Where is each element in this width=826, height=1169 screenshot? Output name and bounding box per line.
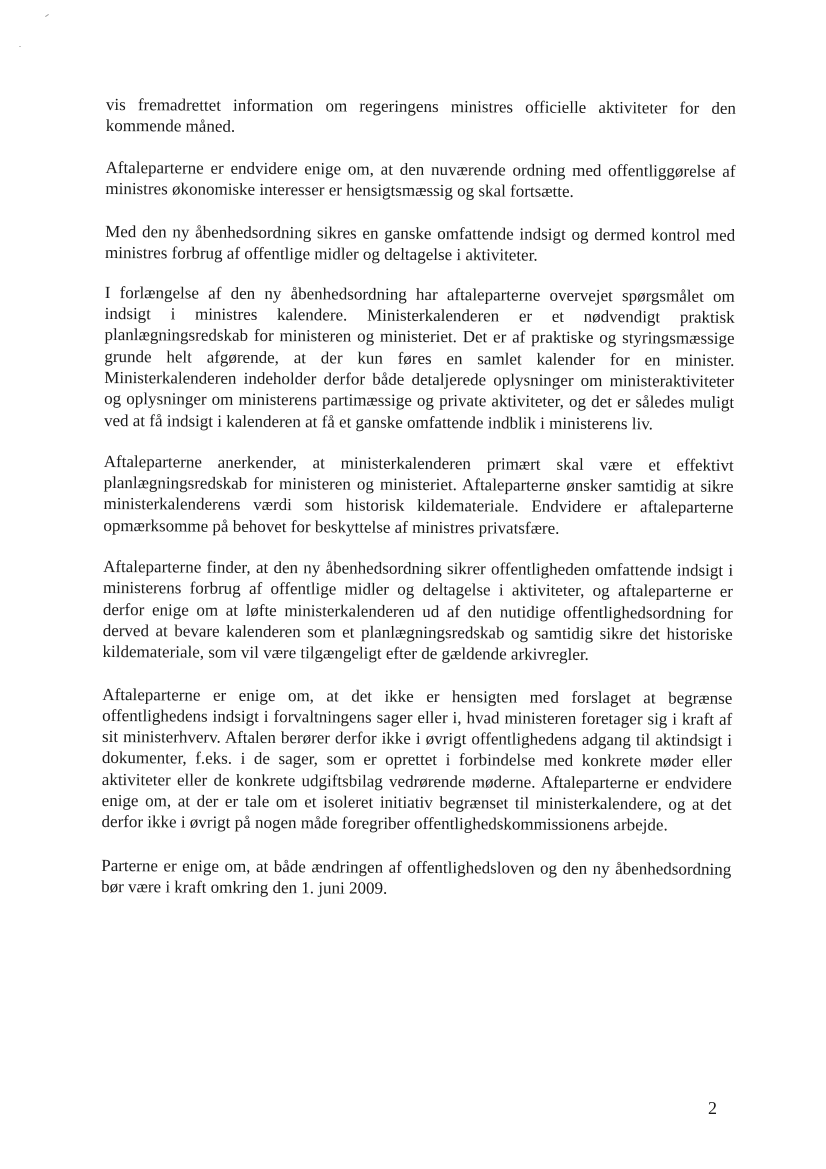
paragraph-5: Aftaleparterne anerkender, at ministerkalenderen primært skal være et effektivt planlægningsredskab for ministeren og ministeriet. Aftaleparterne ønsker samtidig at sikre ministerkalenderens værdi som historisk kildemateriale. Endvidere er aftaleparterne opmærksomme på behovet for beskyttelse af ministres privatsfære. (103, 451, 734, 538)
paragraph-6: Aftaleparterne finder, at den ny åbenhedsordning sikrer offentligheden omfattende indsigt i ministerens forbrug af offentlige midler og deltagelse i aktiviteter, og aftaleparterne er derfor enige om at løfte ministerkalenderen ud af den nutidige offentlighedsordning for derved at bevare kalenderen som et planlægningsredskab og samtidig sikre det historiske kildemateriale, som vil være tilgængeligt efter de gældende arkivregler. (102, 557, 734, 665)
paragraph-4: I forlængelse af den ny åbenhedsordning har aftaleparterne overvejet spørgsmålet om indsigt i ministres kalendere. Ministerkalenderen er et nødvendigt praktisk planlægningsredskab for ministeren og ministeriet. Det er af praktiske og styringsmæssige grunde helt afgørende, at der kun føres en samlet kalender for en minister. Ministerkalenderen indeholder derfor både detaljerede oplysninger om ministeraktiviteter og oplysninger om ministerens partimæssige og private aktiviteter, og det er således muligt ved at få indsigt i kalenderen at få et ganske omfattende indblik i ministerens liv. (103, 282, 735, 433)
paragraph-1: vis fremadrettet information om regeringens ministres officielle aktiviteter for den kommende måned. (105, 94, 736, 137)
paragraph-7: Aftaleparterne er enige om, at det ikke er hensigten med forslaget at begrænse offentlighedens indsigt i forvaltningens sager eller i, hvad ministeren foretager sig i kraft af sit ministerhverv. Aftalen berører derfor ikke i øvrigt offentlighedens adgang til aktindsigt i dokumenter, f.eks. i de sager, som er oprettet i forbindelse med konkrete møder eller aktiviteter eller de konkrete udgiftsbilag vedrørende møderne. Aftaleparterne er endvidere enige om, at der er tale om et isoleret initiativ begrænset til ministerkalendere, og at det derfor ikke i øvrigt på nogen måde foregriber offentlighedskommissionens arbejde. (101, 684, 733, 835)
scan-artifact (45, 14, 49, 17)
paragraph-2: Aftaleparterne er endvidere enige om, at den nuværende ordning med offentliggørelse af ministres økonomiske interesser er hensigtsmæssig og skal fortsætte. (105, 157, 736, 201)
page-number: 2 (708, 1098, 717, 1118)
paragraph-3: Med den ny åbenhedsordning sikres en ganske omfattende indsigt og dermed kontrol med ministres forbrug af offentlige midler og deltagelse i aktiviteter. (104, 222, 736, 266)
document-body (101, 94, 736, 901)
paragraph-8: Parterne er enige om, at både ændringen af offentlighedsloven og den ny åbenhedsordning bør være i kraft omkring den 1. juni 2009. (101, 855, 732, 898)
scan-artifact (19, 46, 21, 47)
